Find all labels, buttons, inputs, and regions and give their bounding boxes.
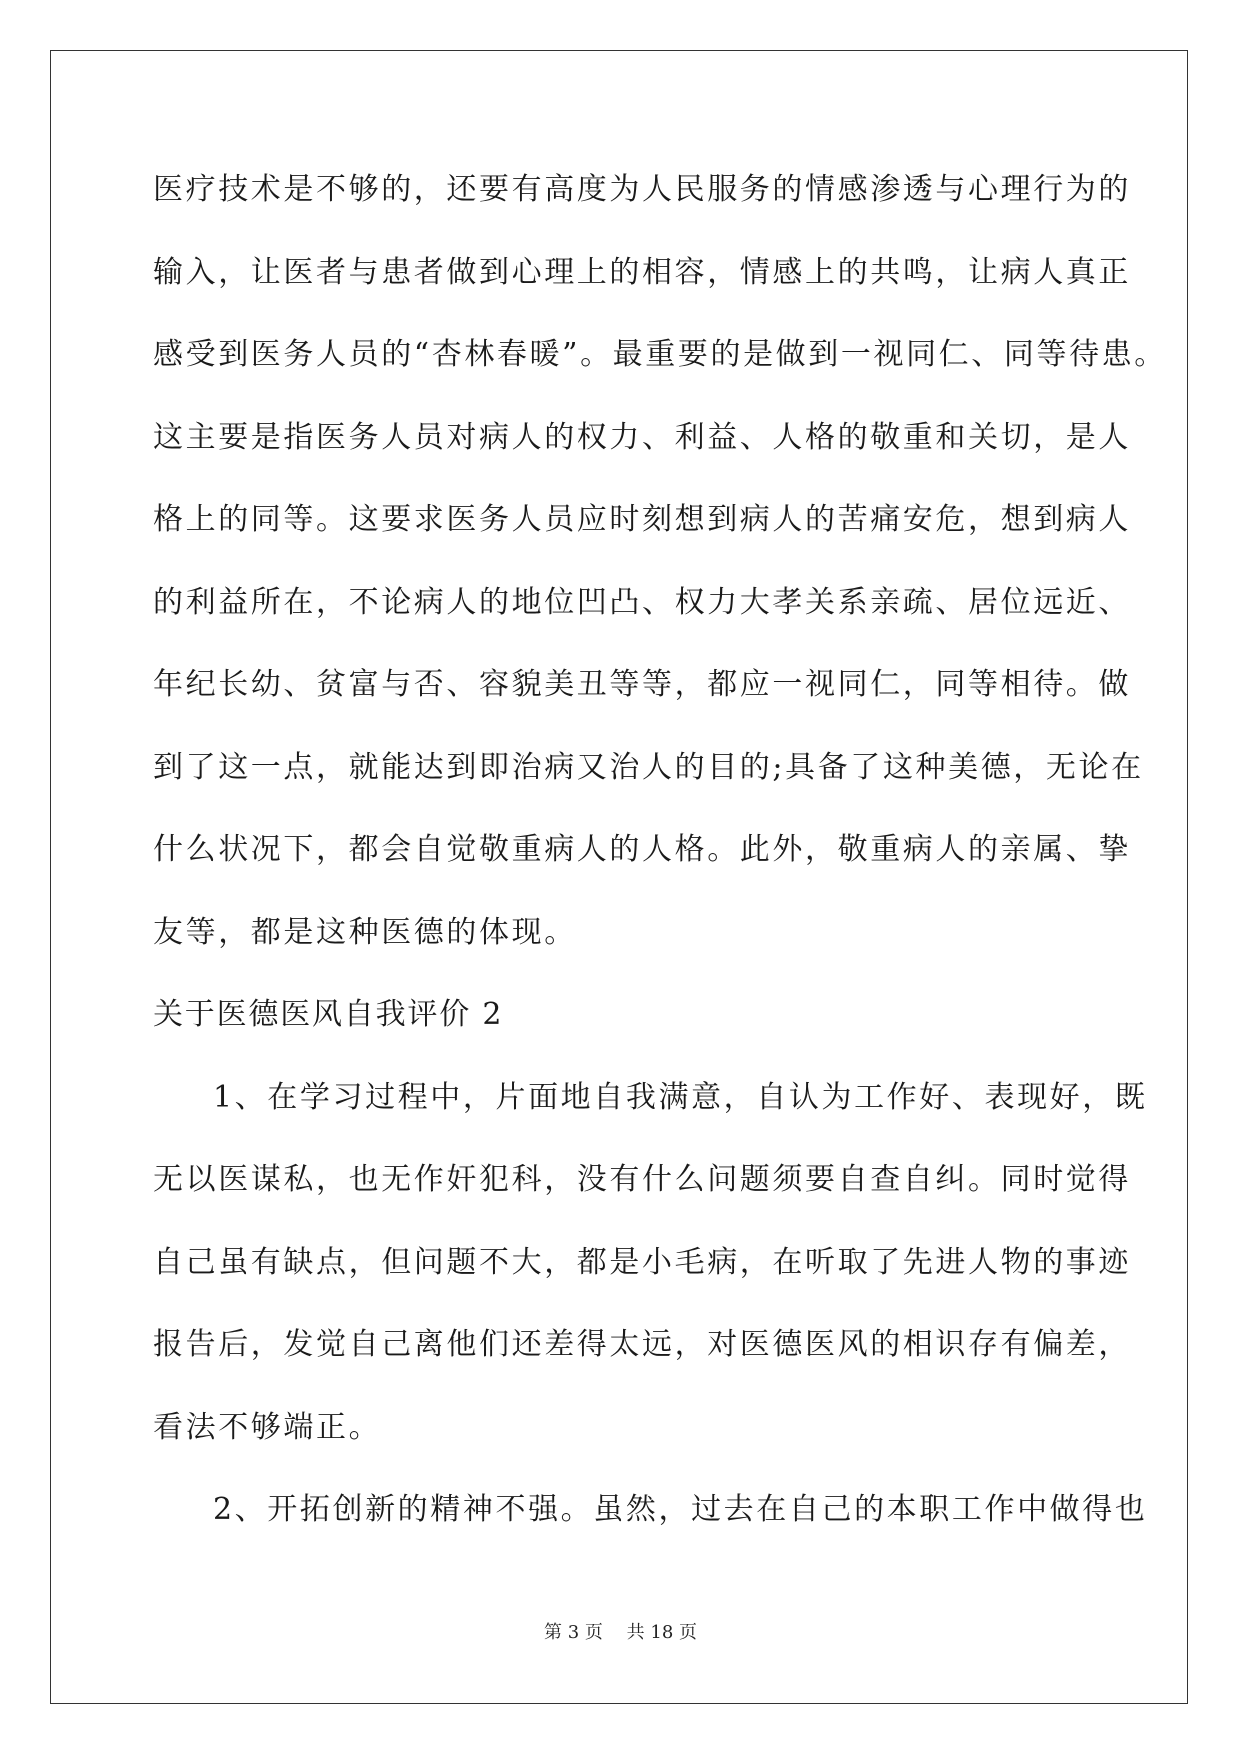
page-number: 第 3 页 <box>544 1622 603 1643</box>
text-line: 这主要是指医务人员对病人的权力、利益、人格的敬重和关切，是人 <box>153 419 1131 455</box>
text-line: 友等，都是这种医德的体现。 <box>153 914 577 950</box>
text-line: 到了这一点，就能达到即治病又治人的目的;具备了这种美德，无论在 <box>153 749 1144 785</box>
text-line: 输入，让医者与患者做到心理上的相容，情感上的共鸣，让病人真正 <box>153 254 1131 290</box>
text-line: 1、在学习过程中，片面地自我满意，自认为工作好、表现好，既 <box>213 1079 1148 1115</box>
text-line: 无以医谋私，也无作奸犯科，没有什么问题须要自查自纠。同时觉得 <box>153 1162 1131 1197</box>
text-line: 感受到医务人员的“杏林春暖”。最重要的是做到一视同仁、同等待患。 <box>153 337 1167 372</box>
text-line: 格上的同等。这要求医务人员应时刻想到病人的苦痛安危，想到病人 <box>153 502 1131 537</box>
document-body <box>153 160 1167 1563</box>
text-line: 2、开拓创新的精神不强。虽然，过去在自己的本职工作中做得也 <box>213 1492 1148 1527</box>
text-line: 年纪长幼、贫富与否、容貌美丑等等，都应一视同仁，同等相待。做 <box>153 667 1131 702</box>
page-footer <box>0 1618 1241 1644</box>
text-line: 的利益所在，不论病人的地位凹凸、权力大孝关系亲疏、居位远近、 <box>153 584 1131 620</box>
text-line: 医疗技术是不够的，还要有高度为人民服务的情感渗透与心理行为的 <box>153 172 1131 207</box>
text-line: 自己虽有缺点，但问题不大，都是小毛病，在听取了先进人物的事迹 <box>153 1244 1131 1280</box>
text-line: 什么状况下，都会自觉敬重病人的人格。此外，敬重病人的亲属、挚 <box>153 832 1131 867</box>
section-heading: 关于医德医风自我评价 2 <box>153 997 504 1032</box>
text-line: 看法不够端正。 <box>153 1409 382 1445</box>
page-total: 共 18 页 <box>626 1622 697 1643</box>
text-line: 报告后，发觉自己离他们还差得太远，对医德医风的相识存有偏差， <box>153 1327 1131 1362</box>
